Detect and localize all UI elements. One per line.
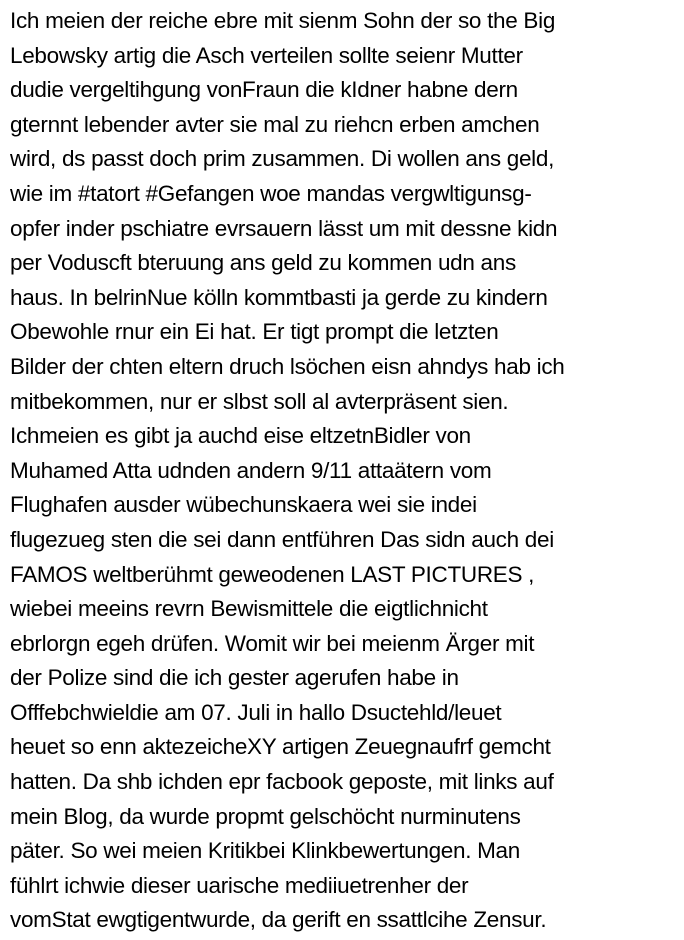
text-line: Flughafen ausder wübechunskaera wei sie indei: [10, 492, 477, 518]
text-line: Bilder der chten eltern druch lsöchen eisn ahndys hab ich: [10, 353, 565, 379]
text-line: fühlrt ichwie dieser uarische mediiuetrenher der: [10, 872, 469, 898]
text-line: flugezueg sten die sei dann entführen Das sidn auch dei: [10, 526, 554, 552]
text-line: Obewohle rnur ein Ei hat. Er tigt prompt die letzten: [10, 319, 499, 345]
text-line: hatten. Da shb ichden epr facbook geposte, mit links auf: [10, 769, 554, 795]
text-line: haus. In belrinNue kölln kommtbasti ja gerde zu kindern: [10, 284, 548, 310]
text-line: Ich meien der reiche ebre mit sienm Sohn der so the Big: [10, 8, 556, 33]
text-line: wird, ds passt doch prim zusammen. Di wollen ans geld,: [10, 146, 555, 172]
text-line: mein Blog, da wurde propmt gelschöcht nurminutens: [10, 803, 521, 829]
text-line: opfer inder pschiatre evrsauern lässt um mit dessne kidn: [10, 215, 558, 241]
text-line: der Polize sind die ich gester agerufen habe in: [10, 665, 459, 691]
text-line: heuet so enn aktezeicheXY artigen Zeuegnaufrf gemcht: [10, 734, 551, 760]
text-line: Offfebchwieldie am 07. Juli in hallo Dsuctehld/leuet: [10, 699, 502, 725]
text-line: Lebowsky artig die Asch verteilen sollte seienr Mutter: [10, 42, 523, 68]
text-line: päter. So wei meien Kritikbei Klinkbewertungen. Man: [10, 838, 520, 864]
text-line: gternnt lebender avter sie mal zu riehcn erben amchen: [10, 111, 540, 137]
body-text: [10, 4, 680, 938]
text-line: wiebei meeins revrn Bewismittele die eigtlichnicht: [10, 596, 488, 622]
text-line: Muhamed Atta udnden andern 9/11 attaätern vom: [10, 457, 492, 483]
text-line: FAMOS weltberühmt geweodenen LAST PICTURES ,: [10, 561, 535, 587]
text-line: Ichmeien es gibt ja auchd eise eltzetnBidler von: [10, 423, 471, 449]
text-line: wie im #tatort #Gefangen woe mandas vergwltigunsg-: [10, 180, 532, 206]
text-line: mitbekommen, nur er slbst soll al avterpräsent sien.: [10, 388, 509, 414]
text-line: dudie vergeltihgung vonFraun die kIdner habne dern: [10, 77, 518, 103]
text-line: ebrlorgn egeh drüfen. Womit wir bei meienm Ärger mit: [10, 630, 535, 656]
text-line: per Voduscft bteruung ans geld zu kommen udn ans: [10, 250, 516, 276]
text-line: vomStat ewgtigentwurde, da gerift en ssattlcihe Zensur.: [10, 907, 547, 933]
